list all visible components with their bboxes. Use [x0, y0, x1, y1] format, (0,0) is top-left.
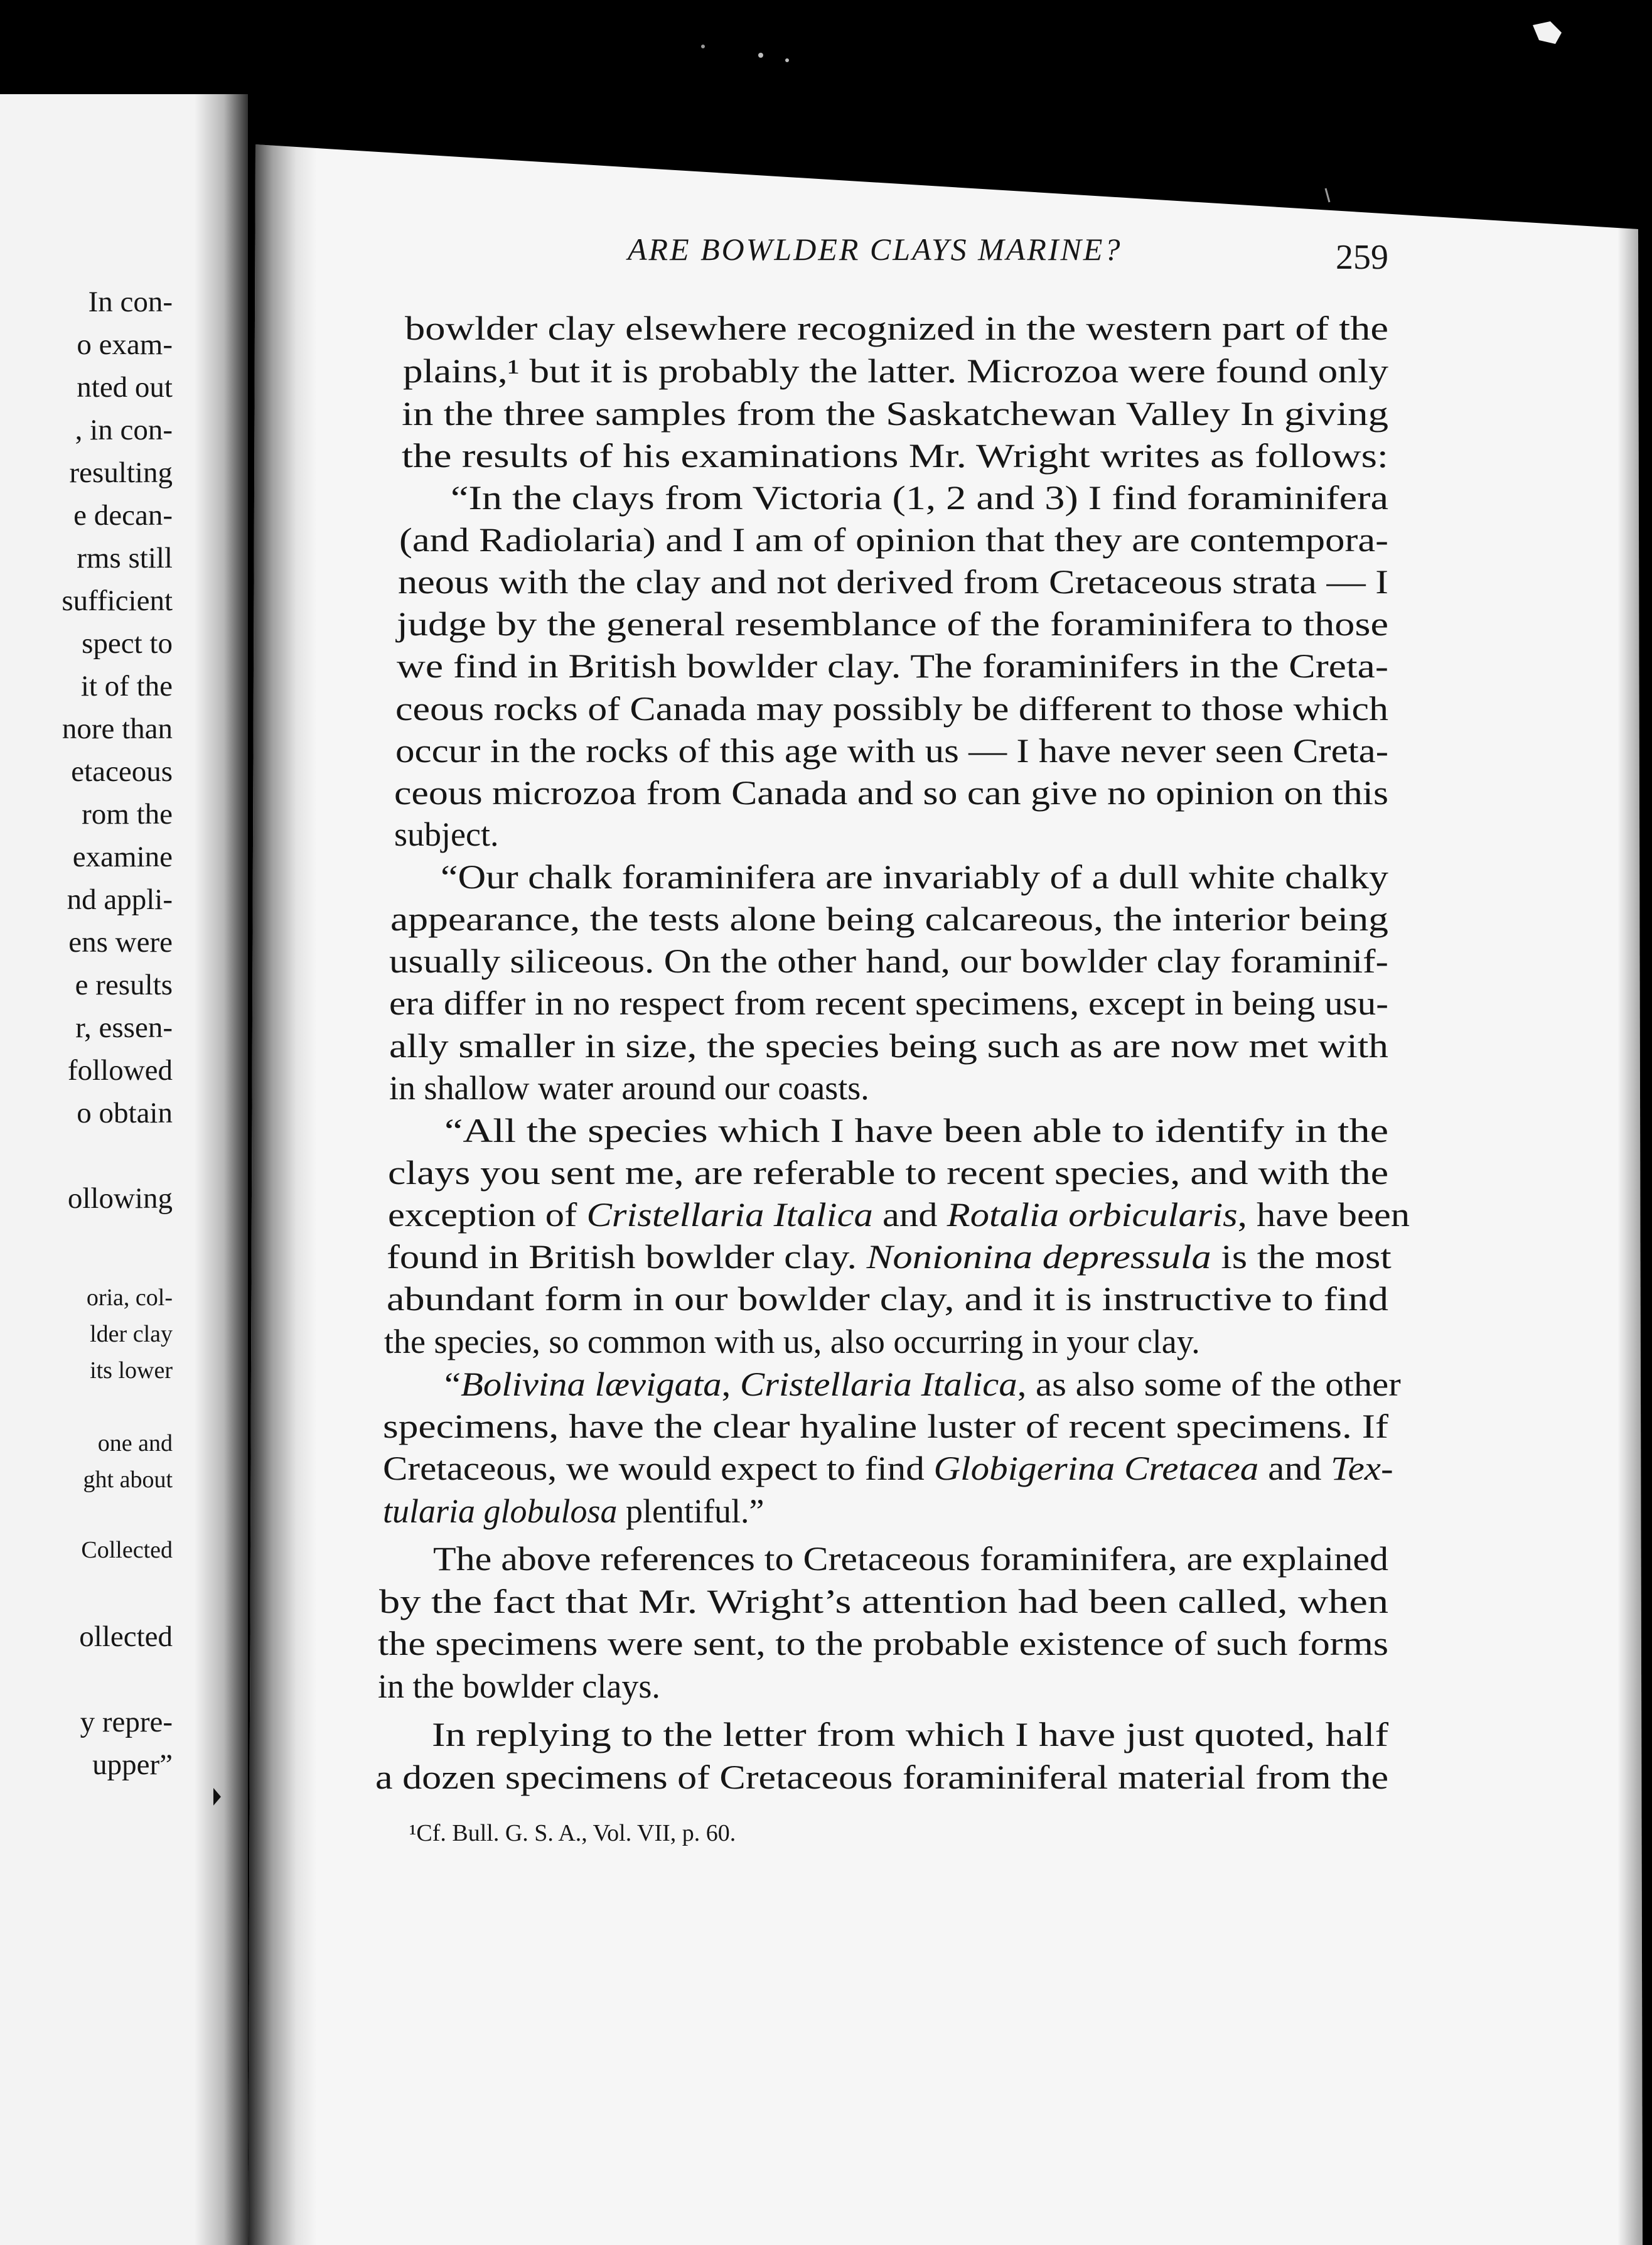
dust-speck	[701, 45, 705, 48]
body-text-line: in shallow water around our coasts.	[389, 1069, 869, 1107]
body-text-line: “In the clays from Victoria (1, 2 and 3) I find foraminifera	[451, 479, 1389, 517]
left-page-line: e results	[75, 969, 173, 1001]
body-text-line: usually siliceous. On the other hand, our bowlder clay foraminif-	[389, 942, 1388, 980]
left-page-line: ollected	[79, 1620, 173, 1653]
body-text-line: we find in British bowlder clay. The foraminifers in the Creta-	[397, 647, 1388, 685]
left-page-line: e decan-	[73, 499, 173, 532]
body-text-line: found in British bowlder clay. Nonionina depressula is the most	[387, 1238, 1392, 1276]
dust-speck	[1326, 188, 1329, 202]
left-page-line: nd appli-	[67, 883, 173, 916]
body-text-line: by the fact that Mr. Wright’s attention had been called, when	[379, 1583, 1389, 1620]
body-text-line: tularia globulosa plentiful.”	[383, 1492, 764, 1530]
body-text-line: In replying to the letter from which I have just quoted, half	[432, 1716, 1389, 1753]
body-text-line: era differ in no respect from recent specimens, except in being usu-	[389, 984, 1388, 1022]
left-page-line: o obtain	[77, 1097, 173, 1129]
left-page-note-line: oria, col-	[86, 1284, 173, 1311]
left-facing-page	[0, 94, 248, 2245]
right-gutter-shadow	[248, 88, 317, 2245]
body-text-line: the species, so common with us, also occurring in your clay.	[384, 1323, 1200, 1360]
body-text-line: bowlder clay elsewhere recognized in the western part of the	[405, 310, 1388, 347]
body-text-line: clays you sent me, are referable to recent species, and with the	[388, 1154, 1389, 1192]
left-page-note-line: Collected	[81, 1537, 173, 1563]
left-page-line: examine	[72, 841, 173, 873]
body-text-line: appearance, the tests alone being calcareous, the interior being	[390, 900, 1389, 938]
body-text-line: in the bowlder clays.	[378, 1667, 660, 1705]
page-edge-shadow	[1617, 88, 1643, 2245]
dust-speck	[1533, 21, 1562, 44]
left-page-line: ollowing	[67, 1182, 173, 1215]
left-page-line: etaceous	[71, 755, 173, 788]
body-text-line: subject.	[394, 816, 499, 853]
left-page-note-line: ght about	[83, 1467, 173, 1493]
left-page-line: upper”	[92, 1748, 173, 1781]
body-text-line: ceous rocks of Canada may possibly be different to those which	[395, 690, 1389, 728]
left-page-note-line: lder clay	[90, 1321, 173, 1347]
body-text-line: the specimens were sent, to the probable existence of such forms	[378, 1625, 1389, 1662]
body-text-line: (and Radiolaria) and I am of opinion that they are contempora-	[399, 521, 1388, 559]
body-text-line: the results of his examinations Mr. Wright writes as follows:	[402, 437, 1389, 475]
body-text-line: “Our chalk foraminifera are invariably of a dull white chalky	[441, 858, 1388, 896]
body-text-line: “Bolivina lævigata, Cristellaria Italica, as also some of the other	[444, 1365, 1401, 1403]
left-page-line: it of the	[80, 670, 173, 703]
body-text-line: specimens, have the clear hyaline luster of recent specimens. If	[383, 1408, 1388, 1445]
left-page-note-line: its lower	[90, 1357, 173, 1384]
body-text-line: in the three samples from the Saskatchewan Valley In giving	[402, 395, 1389, 433]
left-page-line: In con-	[88, 286, 173, 318]
left-page-line: rom the	[82, 798, 173, 831]
body-text-line: plains,¹ but it is probably the latter. Microzoa were found only	[403, 352, 1389, 390]
body-text-line: neous with the clay and not derived from Cretaceous strata — I	[398, 563, 1388, 601]
left-page-line: r, essen-	[75, 1011, 173, 1044]
body-text-line: ceous microzoa from Canada and so can give no opinion on this	[394, 774, 1389, 812]
body-text-line: judge by the general resemblance of the foraminifera to those	[397, 605, 1389, 643]
dust-speck	[758, 53, 763, 58]
body-text-line: Cretaceous, we would expect to find Globigerina Cretacea and Tex-	[383, 1450, 1393, 1487]
running-head: ARE BOWLDER CLAYS MARINE?	[628, 232, 1122, 267]
body-text-line: “All the species which I have been able to identify in the	[444, 1112, 1389, 1149]
left-page-note-line: one and	[97, 1430, 173, 1456]
left-page-line: followed	[67, 1054, 173, 1087]
body-text-line: abundant form in our bowlder clay, and it is instructive to find	[387, 1280, 1388, 1318]
body-text-line: ally smaller in size, the species being such as are now met with	[389, 1027, 1388, 1065]
body-text-line: exception of Cristellaria Italica and Rotalia orbicularis, have been	[388, 1196, 1410, 1234]
left-page-line: nted out	[77, 371, 173, 404]
left-page-line: sufficient	[62, 584, 173, 617]
left-page-line: , in con-	[75, 414, 173, 446]
body-text-line: a dozen specimens of Cretaceous foraminiferal material from the	[375, 1758, 1389, 1796]
body-text-line: The above references to Cretaceous foraminifera, are explained	[433, 1540, 1388, 1578]
body-text-line: occur in the rocks of this age with us — I have never seen Creta-	[395, 732, 1389, 770]
left-page-line: rms still	[77, 542, 173, 574]
left-page-line: resulting	[69, 456, 173, 489]
dust-speck	[785, 58, 789, 62]
page-number: 259	[1336, 238, 1388, 277]
left-page-line: o exam-	[77, 328, 173, 361]
left-gutter-shadow	[195, 94, 248, 2245]
left-page-line: nore than	[62, 713, 173, 745]
footnote: ¹Cf. Bull. G. S. A., Vol. VII, p. 60.	[409, 1820, 736, 1846]
left-page-line: y repre-	[80, 1706, 173, 1738]
left-page-line: spect to	[82, 627, 173, 660]
left-page-line: ens were	[68, 926, 173, 959]
